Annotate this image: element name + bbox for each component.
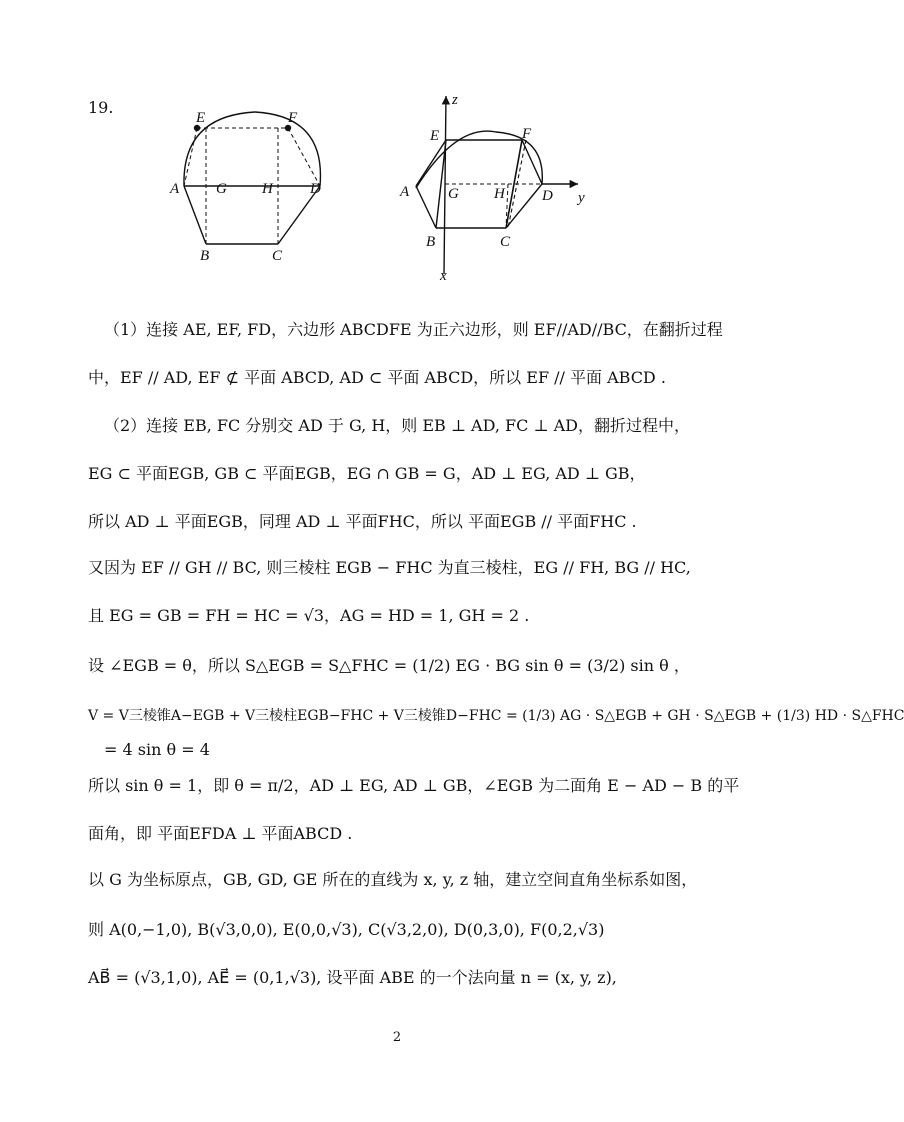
solution-line-14: 则 A(0,−1,0), B(√3,0,0), E(0,0,√3), C(√3,2,0), D(0,3,0), F(0,2,√3) xyxy=(88,920,605,939)
solution-line-8: 设 ∠EGB = θ，所以 S△EGB = S△FHC = (1/2) EG · BG sin θ = (3/2) sin θ ， xyxy=(88,656,690,675)
fig2-label-D: D xyxy=(542,188,553,204)
fig2-label-x: x xyxy=(440,268,447,284)
fig2-label-H: H xyxy=(494,186,505,202)
solution-line-12: 面角，即 平面EFDA ⊥ 平面ABCD . xyxy=(88,824,353,843)
solution-line-1: （1）连接 AE, EF, FD，六边形 ABCDFE 为正六边形，则 EF//AD//BC，在翻折过程 xyxy=(104,320,723,339)
solution-line-10: = 4 sin θ = 4 xyxy=(104,740,210,759)
fig2-label-z: z xyxy=(452,92,458,108)
solution-line-4: EG ⊂ 平面EGB, GB ⊂ 平面EGB，EG ∩ GB = G，AD ⊥ EG, AD ⊥ GB， xyxy=(88,464,646,483)
solution-line-7: 且 EG = GB = FH = HC = √3，AG = HD = 1, GH = 2 . xyxy=(88,606,530,625)
solution-line-6: 又因为 EF // GH // BC, 则三棱柱 EGB − FHC 为直三棱柱，EG // FH, BG // HC, xyxy=(88,558,691,577)
fig2-label-C: C xyxy=(500,234,511,250)
fig1-label-B: B xyxy=(200,248,210,264)
fig1-label-H: H xyxy=(262,181,273,197)
page-number: 2 xyxy=(392,1030,402,1045)
fig2-label-G: G xyxy=(448,186,459,202)
fig2-label-A: A xyxy=(400,184,410,200)
solution-line-13: 以 G 为坐标原点，GB, GD, GE 所在的直线为 x, y, z 轴，建立空间直角坐标系如图， xyxy=(88,870,698,889)
question-number: 19. xyxy=(88,98,114,117)
solution-line-5: 所以 AD ⊥ 平面EGB，同理 AD ⊥ 平面FHC，所以 平面EGB // 平面FHC . xyxy=(88,512,637,531)
figure-prism-axes xyxy=(396,88,602,284)
fig1-label-A: A xyxy=(170,181,180,197)
fig2-label-E: E xyxy=(430,128,440,144)
solution-line-15: AB⃗ = (√3,1,0), AE⃗ = (0,1,√3), 设平面 ABE 的一个法向量 n = (x, y, z), xyxy=(88,968,617,987)
solution-line-3: （2）连接 EB, FC 分别交 AD 于 G, H，则 EB ⊥ AD, FC ⊥ AD，翻折过程中， xyxy=(104,416,690,435)
fig1-label-C: C xyxy=(272,248,283,264)
solution-line-2: 中，EF // AD, EF ⊄ 平面 ABCD, AD ⊂ 平面 ABCD，所以 EF // 平面 ABCD . xyxy=(88,368,666,387)
solution-line-9: V = V三棱锥A−EGB + V三棱柱EGB−FHC + V三棱锥D−FHC = (1/3) AG · S△EGB + GH · S△EGB + (1/3) HD · S△FHC xyxy=(88,708,904,724)
fig1-label-E: E xyxy=(196,110,206,126)
fig1-label-G: G xyxy=(216,181,227,197)
fig1-label-D: D xyxy=(310,181,321,197)
fig1-label-F: F xyxy=(288,110,298,126)
fig2-label-F: F xyxy=(522,126,532,142)
fig2-label-B: B xyxy=(426,234,436,250)
solution-line-11: 所以 sin θ = 1，即 θ = π/2，AD ⊥ EG, AD ⊥ GB，∠EGB 为二面角 E − AD − B 的平 xyxy=(88,776,740,795)
fig2-label-y: y xyxy=(578,190,585,206)
figure-hexagon-flat xyxy=(160,100,350,270)
